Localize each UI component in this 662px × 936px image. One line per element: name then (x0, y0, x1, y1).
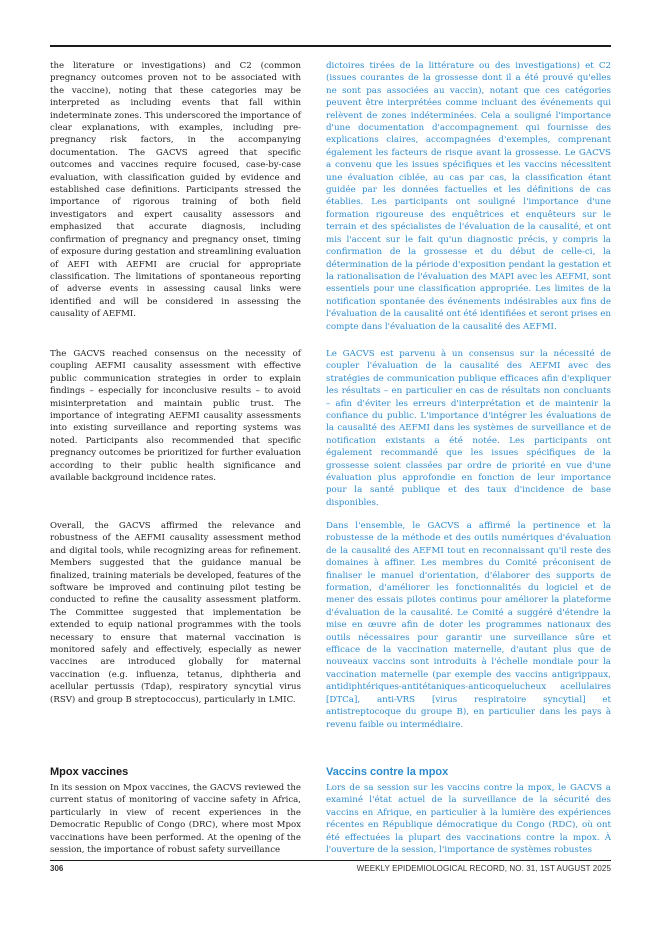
top-rule (50, 45, 611, 47)
journal-footer: WEEKLY EPIDEMIOLOGICAL RECORD, NO. 31, 1ST AUGUST 2025 (356, 864, 611, 873)
heading-mpox-vaccines-fr: Vaccins contre la mpox (326, 766, 449, 778)
paragraph-overall-assessment-en: Overall, the GACVS affirmed the relevance and robustness of the AEFMI causality assessment method and digital tools, while recognizing areas for refinement. Members suggested that the guidance manual be finalized, training materials be developed, features of the software be improved and continuing pilot testing be conducted to refine the causality assessment platform. The Committee suggested that implementation be extended to equip national programmes with the tools necessary to ensure that maternal vaccination is monitored safely and effectively, especially as newer vaccines are introduced globally for maternal vaccination (e.g. influenza, tetanus, diphtheria and acellular pertussis (Tdap), respiratory syncytial virus (RSV) and group B streptococcus), particularly in LMIC. (50, 521, 301, 705)
paragraph-overall-assessment-fr: Dans l'ensemble, le GACVS a affirmé la pertinence et la robustesse de la méthode et des outils numériques d'évaluation de la causalité des AEFMI tout en reconnaissant qu'il reste des domaines à affiner. Les membres du Comité préconisent de finaliser le manuel d'orientation, d'élaborer des supports de formation, d'améliorer les fonctionnalités du logiciel et de mener des essais pilotes continus pour améliorer la plateforme d'évaluation de la causalité. Le Comité a suggéré d'étendre la mise en œuvre afin de doter les programmes nationaux des outils nécessaires pour garantir une surveillance sûre et efficace de la vaccination maternelle, d'autant plus que de nouveaux vaccins sont introduits à l'échelle mondiale pour la vaccination maternelle (par exemple des vaccins antigrippaux, antidiphtériques-antitétaniques-anticoquelucheux acellulaires [DTCa], anti-VRS [virus respiratoire syncytial] et antistreptocoque du groupe B), en particulier dans les pays à revenu faible ou intermédiaire. (326, 521, 611, 730)
paragraph-communication-consensus-en: The GACVS reached consensus on the necessity of coupling AEFMI causality assessment with effective public communication strategies in order to explain findings – especially for inconclusive results – to avoid misinterpretation and maintain public trust. The importance of integrating AEFMI causality assessments into existing surveillance and reporting systems was noted. Participants also recommended that specific pregnancy outcomes be prioritized for further evaluation according to their public health significance and available background incidence rates. (50, 349, 301, 484)
heading-mpox-vaccines-en: Mpox vaccines (50, 766, 129, 778)
paragraph-mpox-fr: Lors de sa session sur les vaccins contre la mpox, le GACVS a examiné l'état actuel de la surveillance de la sécurité des vaccins en Afrique, en particulier à la lumière des expériences récentes en République démocratique du Congo (RDC), où ont été effectuées la plupart des vaccinations contre la mpox. À l'ouverture de la session, l'importance de systèmes robustes (326, 783, 611, 856)
paragraph-causality-classification-en: the literature or investigations) and C2 (common pregnancy outcomes proven not to be associated with the vaccine), noting that these categories may be interpreted as including events that fall within indeterminate zones. This underscored the importance of clear explanations, with examples, including pre-pregnancy risk factors, in the accompanying documentation. The GACVS agreed that specific outcomes and vaccines require focused, case-by-case evaluation, with classification guided by evidence and established case definitions. Participants stressed the importance of rigorous training of both field investigators and expert causality assessors and emphasized that accurate diagnosis, including confirmation of pregnancy and pregnancy onset, timing of exposure during gestation and streamlining evaluation of AEFI with AEFMI are crucial for appropriate classification. The limitations of spontaneous reporting of adverse events in assessing causal links were identified and will be considered in assessing the causality of AEFMI. (50, 61, 301, 320)
page-number: 306 (50, 864, 64, 873)
paragraph-communication-consensus-fr: Le GACVS est parvenu à un consensus sur la nécessité de coupler l'évaluation de la causalité des AEFMI avec des stratégies de communication publique efficaces afin d'expliquer les résultats – en particulier en cas de résultats non concluants – afin d'éviter les erreurs d'interprétation et de maintenir la confiance du public. L'importance d'intégrer les évaluations de la causalité des AEFMI dans les systèmes de surveillance et de notification existants a été notée. Les participants ont également recommandé que les issues spécifiques de la grossesse soient classées par ordre de priorité en vue d'une évaluation plus approfondie en fonction de leur importance pour la santé publique et des taux d'incidence de base disponibles. (326, 349, 611, 508)
bottom-rule (50, 860, 611, 861)
paragraph-mpox-en: In its session on Mpox vaccines, the GACVS reviewed the current status of monitoring of vaccine safety in Africa, particularly in view of recent experiences in the Democratic Republic of Congo (DRC), where most Mpox vaccinations have been performed. At the opening of the session, the importance of robust safety surveillance (50, 783, 301, 856)
paragraph-causality-classification-fr: dictoires tirées de la littérature ou des investigations) et C2 (issues courantes de la grossesse dont il a été prouvé qu'elles ne sont pas associées au vaccin), notant que ces catégories peuvent être interprétées comme incluant des événements qui relèvent de zones indéterminées. Cela a souligné l'importance d'une documentation d'accompagnement qui fournisse des explications claires, accompagnées d'exemples, comprenant également les facteurs de risque avant la grossesse. Le GACVS a convenu que les issues spécifiques et les vaccins nécessitent une évaluation ciblée, au cas par cas, la classification étant guidée par les données factuelles et les définitions de cas établies. Les participants ont souligné l'importance d'une formation rigoureuse des enquêtrices et enquêteurs sur le terrain et des spécialistes de l'évaluation de la causalité, et ont mis l'accent sur le fait qu'un diagnostic précis, y compris la confirmation de la grossesse et du début de celle-ci, la détermination de la période d'exposition pendant la gestation et la rationalisation de l'évaluation des MAPI avec les AEFMI, sont essentiels pour une classification appropriée. Les limites de la notification spontanée des événements indésirables aux fins de l'évaluation de la causalité ont été identifiées et seront prises en compte dans l'évaluation de la causalité des AEFMI. (326, 61, 611, 332)
